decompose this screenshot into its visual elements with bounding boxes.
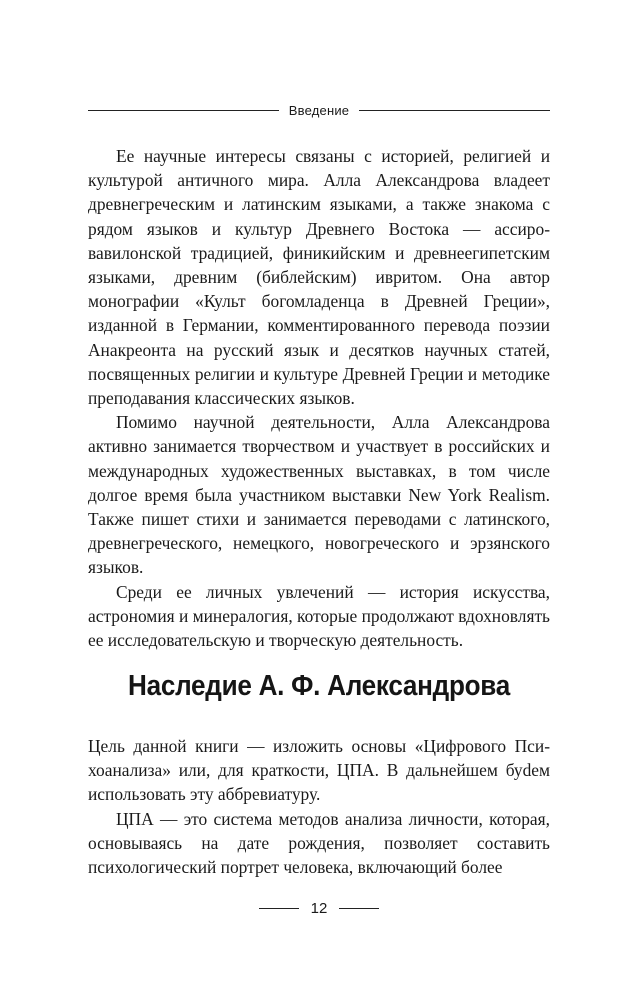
section-paragraph: ЦПА — это система методов анализа личности, которая, основываясь на дате рождения, позволяет составить психологический портрет человека, включающий более bbox=[88, 808, 550, 878]
running-head-rule-left bbox=[88, 110, 279, 111]
intro-text bbox=[88, 144, 550, 652]
section-heading: Наследие А. Ф. Александрова bbox=[128, 670, 510, 702]
intro-paragraph: Помимо научной деятельности, Алла Александрова активно занимается творчеством и участвует в российских и международных художественных выставках, в том числе долгое время была участником выставки New York Realism. Также пишет стихи и занимается переводами с латинского, древнегреческого, немецкого, новогреческого и эрзянского языков. bbox=[88, 412, 550, 578]
section-paragraph: Цель данной книги — изложить основы «Цифрового Психоанализа» или, для краткости, ЦПА. В дальнейшем буdем использовать эту аббревиатуру. bbox=[88, 736, 550, 805]
page-folio bbox=[88, 898, 550, 918]
running-head bbox=[88, 100, 550, 120]
section-text bbox=[88, 734, 550, 879]
running-head-title: Введение bbox=[288, 102, 350, 118]
intro-paragraph: Среди ее личных увлечений — история искусства, астрономия и минералогия, которые продолжают вдохновлять ее исследовательскую и творческую деятельность. bbox=[88, 581, 550, 651]
intro-paragraph: Ее научные интересы связаны с историей, религией и культурой античного мира. Алла Александрова владеет древнегреческим и латинским языками, а также знакома с рядом языков и культур Древнего Востока — ассировавилонской традицией, финикийским и древнеегипетским языками, древним (библейским) ивритом. Она автор монографии «Культ богомладенца в Древней Греции», изданной в Германии, комментированного перевода поэзии Анакреонта на русский язык и десятков научных статей, посвященных религии и культуре Древней Греции и методике преподавания классических языков. bbox=[88, 146, 550, 409]
folio-rule-right bbox=[339, 908, 379, 909]
running-head-rule-right bbox=[359, 110, 550, 111]
folio-rule-left bbox=[259, 908, 299, 909]
page-number: 12 bbox=[310, 899, 328, 917]
